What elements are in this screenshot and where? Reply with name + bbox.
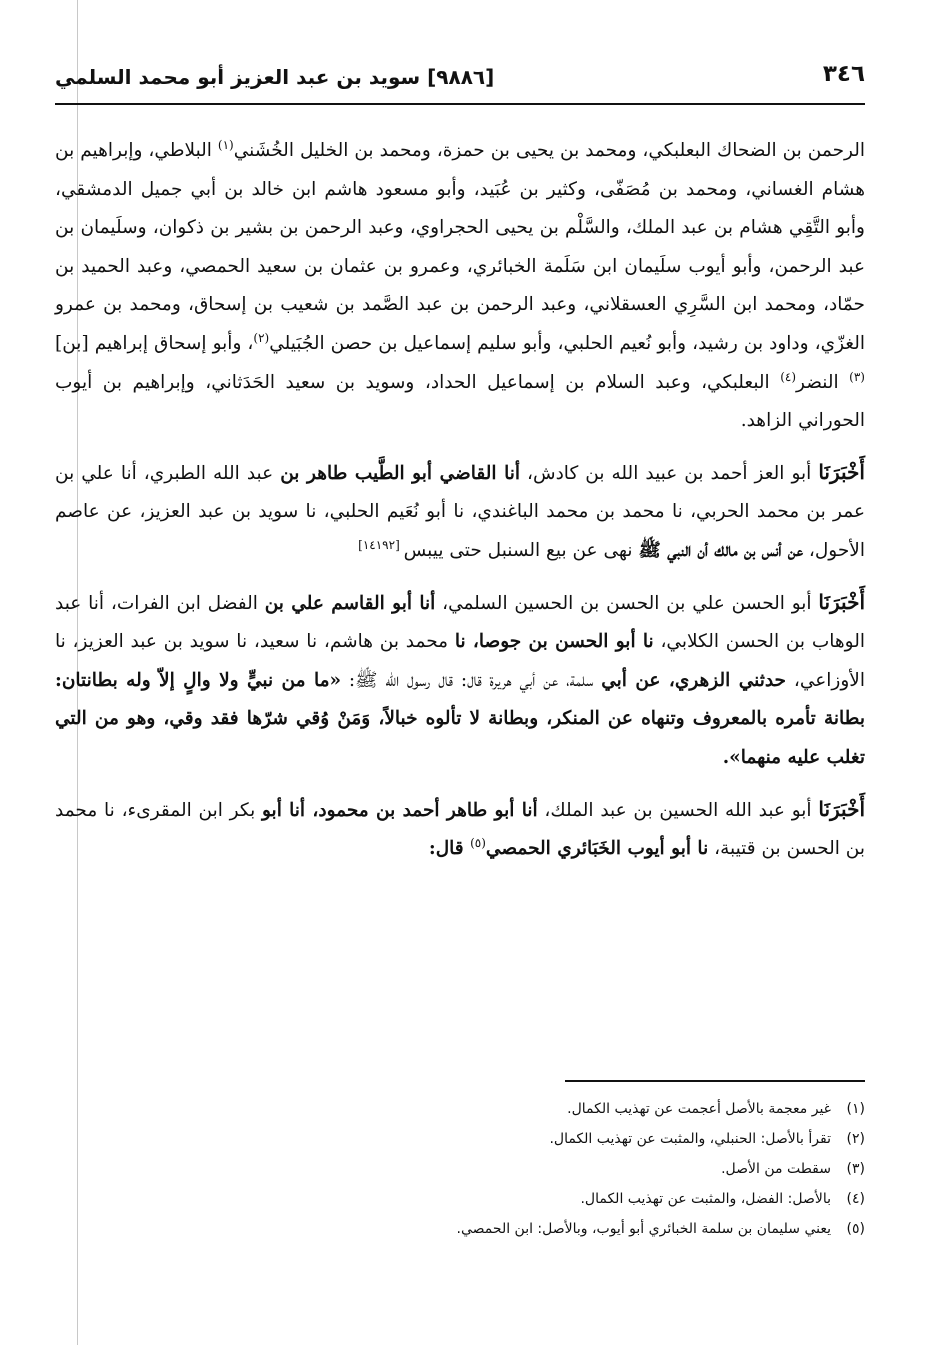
- page-header: [55, 55, 865, 105]
- footnote-ref-2: (٢): [253, 330, 270, 345]
- text-run: الرحمن بن الضحاك البعلبكي، ومحمد بن يحيى بن حمزة، ومحمد بن الخليل الخُشَني: [233, 140, 865, 161]
- footnote-number: (٣): [846, 1161, 865, 1177]
- footnote-rule: [565, 1080, 865, 1082]
- text-run: أبو الحسن علي بن الحسن بن الحسين السلمي،: [435, 592, 819, 614]
- bold-run: أنا أبو القاسم علي بن: [264, 592, 436, 614]
- text-run: عبد الله الطبري، أنا علي بن عمر بن محمد الحربي، نا محمد بن محمد الباغندي، نا أبو نُعَيم الحلبي، نا سويد بن عبد العزيز، عن عاصم الأحول،: [55, 462, 865, 561]
- paragraph-narrators-list: [55, 132, 865, 441]
- text-run: البعلبكي، وعبد السلام بن إسماعيل الحداد، وسويد بن سعيد الحَدَثاني، وإبراهيم بن أيوب الحوراني الزاهد.: [55, 371, 865, 432]
- footnotes: [55, 1094, 865, 1244]
- akhbarana-lead: أَخْبَرَنَا: [818, 796, 865, 821]
- text-run: الفضل ابن الفرات، أنا عبد الوهاب بن الحسن الكلابي،: [55, 592, 865, 653]
- text-run: سلمة، عن أبي هريرة قال: قال رسول الله ﷺ:: [341, 669, 602, 691]
- text-run: محمد بن هاشم، نا سعيد، نا سويد بن عبد العزيز، نا الأوزاعي،: [55, 631, 865, 691]
- bold-run: حدثني الزهري، عن أبي: [601, 669, 786, 691]
- main-text: [55, 132, 865, 869]
- footnote-ref-3: (٣): [849, 369, 865, 384]
- footnote-text: تقرأ بالأصل: الحنبلي، والمثبت عن تهذيب الكمال.: [549, 1131, 831, 1147]
- text-run: ، وأبو إسحاق إبراهيم [بن]: [55, 332, 254, 354]
- text-run: أبو عبد الله الحسين بن عبد الملك،: [537, 799, 819, 821]
- footnote-ref-1: (١): [217, 137, 234, 152]
- footnote-number: (٢): [846, 1131, 865, 1147]
- footnote-number: (٤): [846, 1191, 865, 1207]
- text-run: البلاطي، وإبراهيم بن هشام الغساني، ومحمد بن مُصَفّى، وكثير بن عُبَيد، وأبو مسعود هاشم ابن خالد بن أبي جميل الدمشقي، وأبو التَّقِي هشام بن عبد الملك، والسَّلْم بن يحيى الحجراوي، وعبد الرحمن بن بشير بن ذكوان، وسلَيمان بن عبد الرحمن، وأبو أيوب سلَيمان ابن سَلَمة الخبائري، وعمرو بن عثمان بن سعيد الحمصي، وعبد الحميد بن حمّاد، ومحمد ابن السَّرِي العسقلاني، وعبد الرحمن بن عبد الصَّمد بن شعيب بن إسحاق، ومحمد بن عمرو الغزّي، وداود بن رشيد، وأبو نُعيم الحلبي، وأبو سليم إسماعيل بن حصن الجُبَيلي: [55, 140, 865, 354]
- akhbarana-lead: أَخْبَرَنَا: [818, 589, 866, 614]
- hadith-matn: «ما من نبيٍّ ولا والٍ إلاّ وله بطانتان: بطانة تأمره بالمعروف وتنهاه عن المنكر، وبطانة لا تألوه خبالاً، وَمَنْ وُقي شرّها فقد وقي، وهو من التي تغلب عليه منهما».: [55, 669, 865, 768]
- footnote: [55, 1154, 865, 1184]
- text-run: النضر: [796, 371, 850, 393]
- running-title: [٩٨٨٦] سويد بن عبد العزيز أبو محمد السلمي: [55, 65, 495, 89]
- footnote-text: يعني سليمان بن سلمة الخبائري أبو أيوب، وبالأصل: ابن الحمصي.: [456, 1221, 831, 1237]
- footnote: [55, 1094, 865, 1124]
- footnote-text: سقطت من الأصل.: [721, 1161, 831, 1177]
- bold-run: نا أبو الحسن بن جوصا، نا: [454, 631, 654, 653]
- paragraph-hadith-bitana: [55, 583, 865, 778]
- bold-run: أنا القاضي أبو الطَّيب طاهر بن: [280, 462, 520, 484]
- bold-run: عن أنس بن مالك أن النبي ﷺ: [638, 539, 804, 561]
- footnote-text: بالأصل: الفضل، والمثبت عن تهذيب الكمال.: [580, 1191, 831, 1207]
- footnote-text: غير معجمة بالأصل أعجمت عن تهذيب الكمال.: [567, 1101, 831, 1117]
- paragraph-hadith-sunbul: [55, 453, 865, 571]
- text-run: نهى عن بيع السنبل حتى ييبس: [403, 539, 639, 561]
- footnote-number: (٥): [846, 1221, 865, 1237]
- footnote-ref-4: (٤): [780, 369, 797, 384]
- paragraph-isnad-khabairi: [55, 790, 865, 869]
- bold-run: نا أبو أيوب الخَبَائري الحمصي: [485, 838, 709, 860]
- header-rule: [55, 103, 865, 105]
- footnote-number: (١): [846, 1101, 865, 1117]
- text-run: أبو العز أحمد بن عبيد الله بن كادش،: [520, 462, 819, 484]
- text-run: بكر ابن المقرىء، نا محمد بن الحسن بن قتيبة،: [55, 799, 865, 860]
- hadith-number: [١٤١٩٢]: [358, 537, 404, 552]
- footnote: [55, 1124, 865, 1154]
- bold-run: قال:: [428, 838, 471, 860]
- footnote: [55, 1184, 865, 1214]
- footnote-ref-5: (٥): [470, 835, 486, 850]
- page-number: ٣٤٦: [822, 61, 865, 87]
- bold-run: أنا أبو طاهر أحمد بن محمود، أنا أبو: [261, 799, 538, 821]
- footnote: [55, 1214, 865, 1244]
- akhbarana-lead: أَخْبَرَنَا: [818, 459, 865, 484]
